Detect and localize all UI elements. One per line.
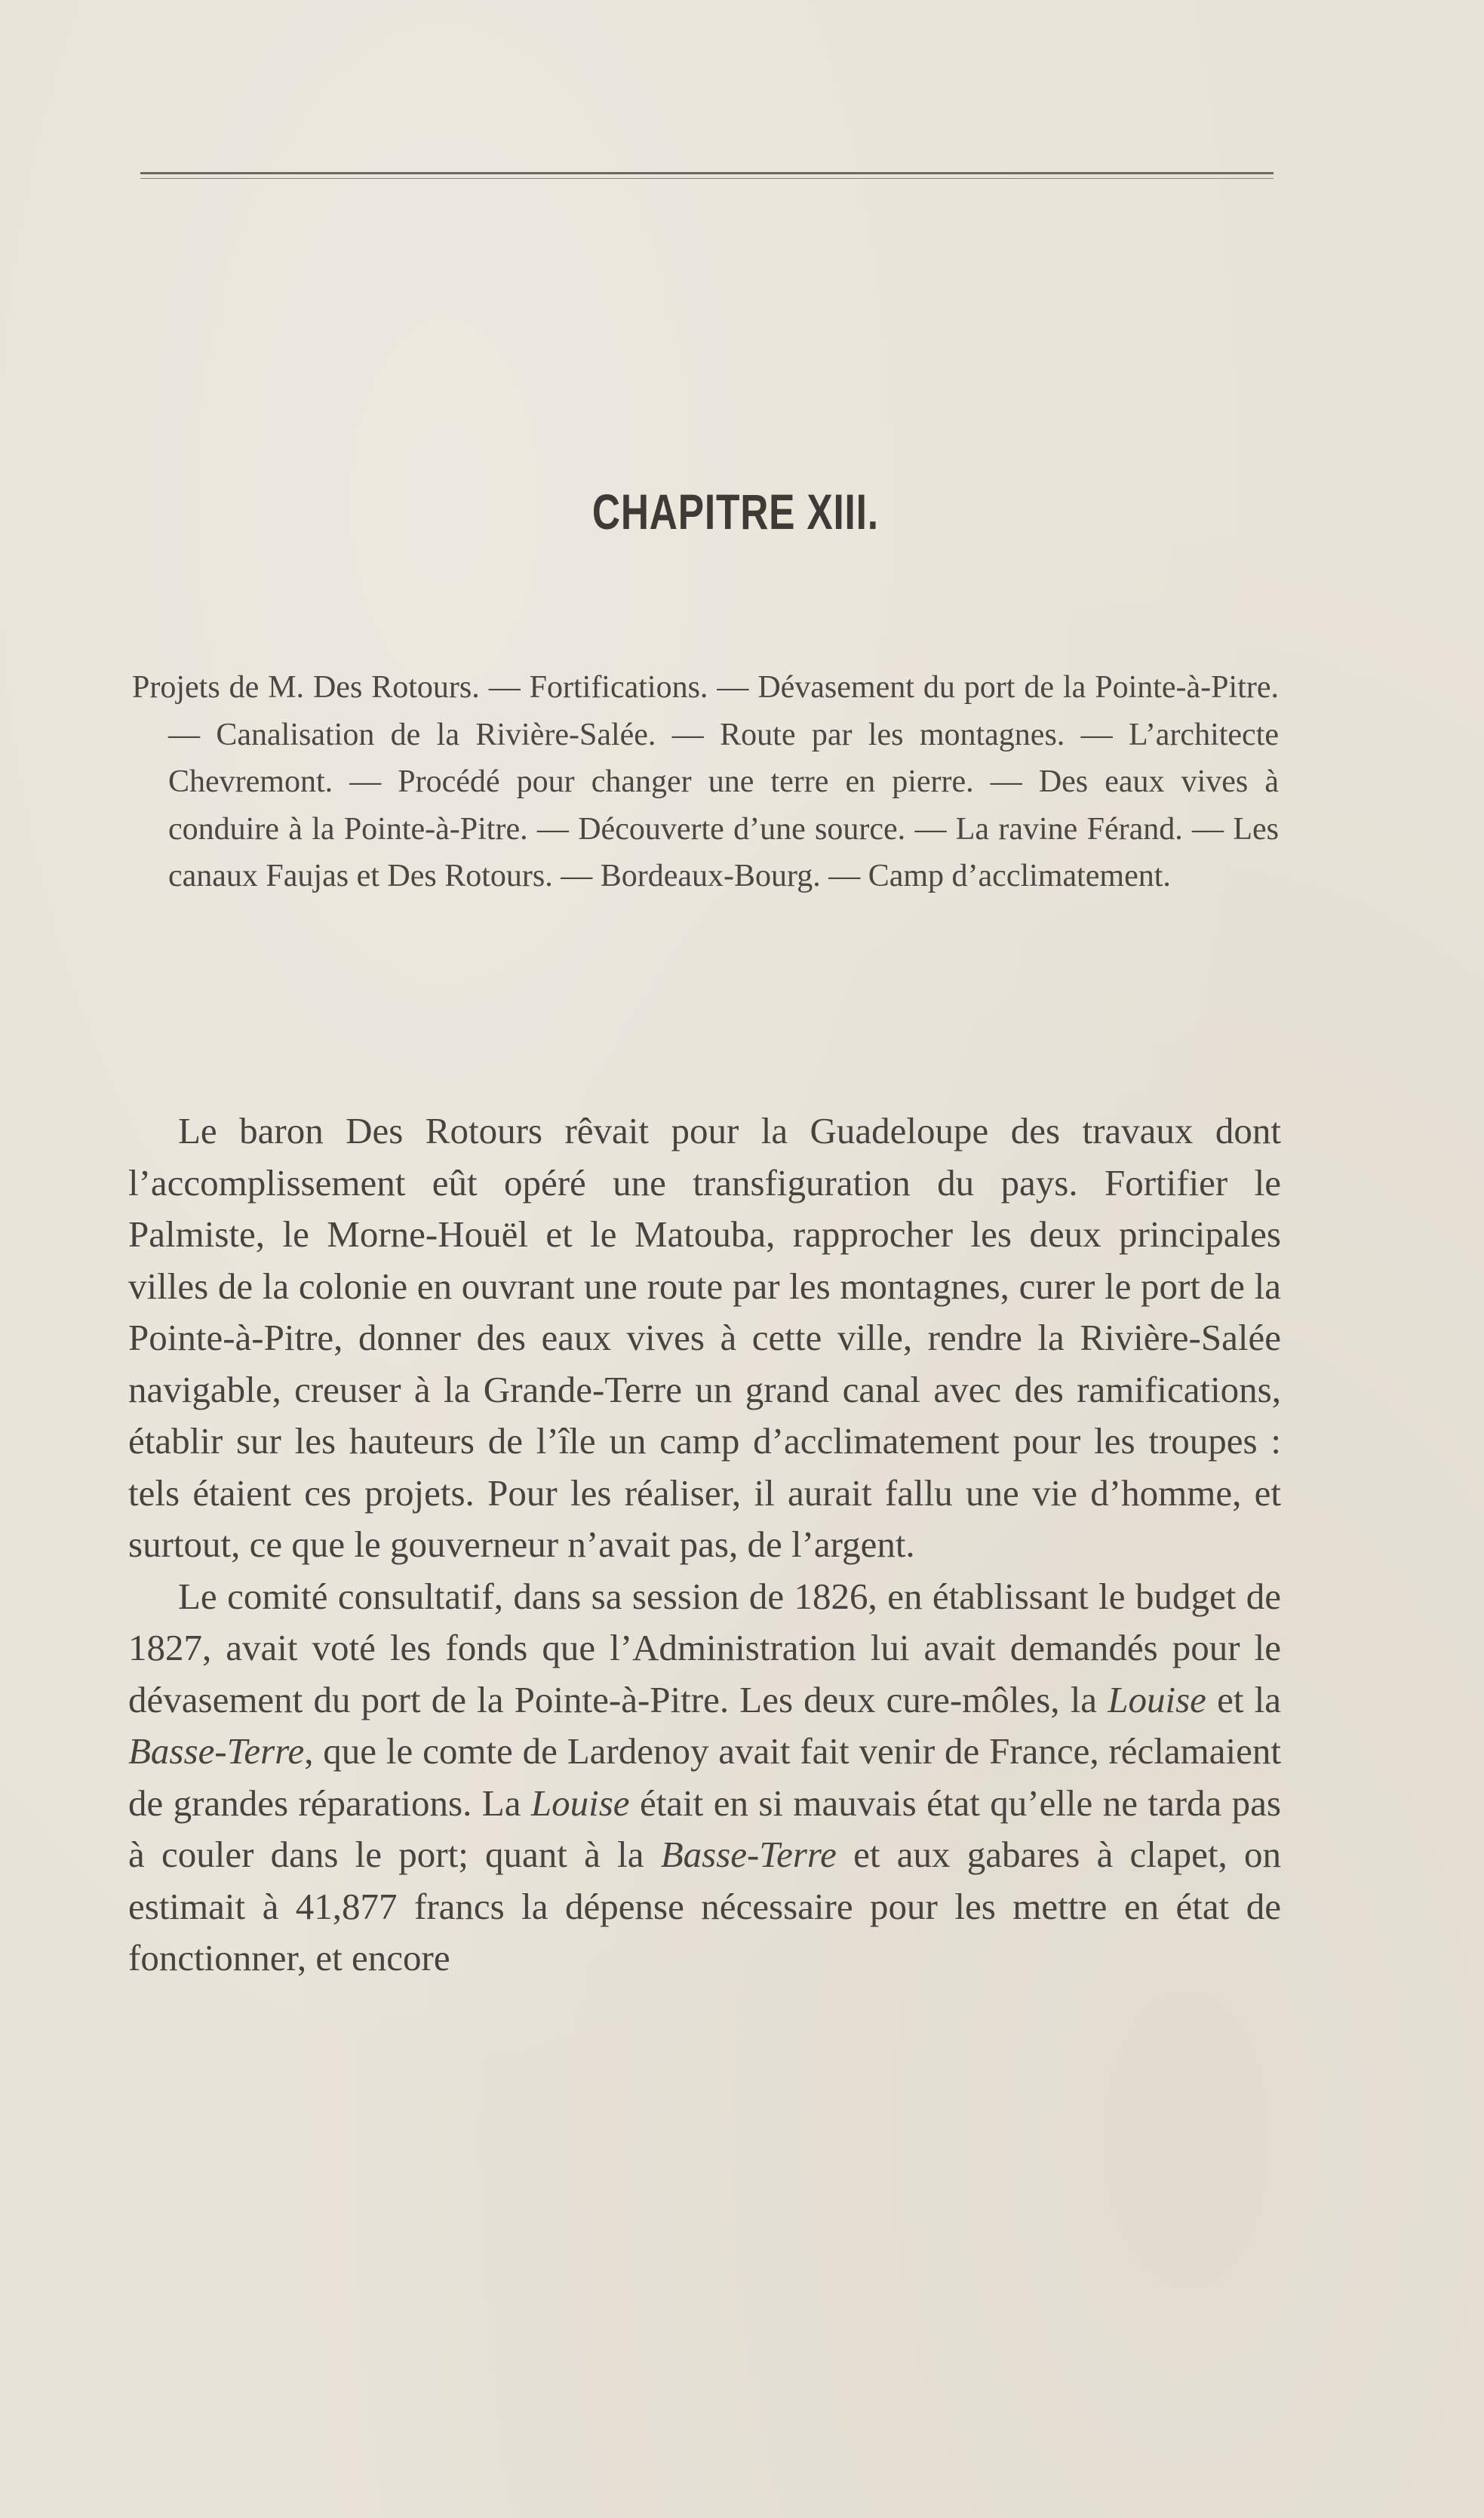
paragraph-2-part-c: , que le comte de Lardenoy avait fait venir de France, réclamaient de grandes réparations. La (128, 1730, 1281, 1824)
chapter-title: CHAPITRE XIII. (591, 484, 879, 540)
body-text (128, 1105, 1281, 1985)
ship-name-basse-terre: Basse-Terre (128, 1730, 305, 1772)
paragraph-2 (128, 1571, 1281, 1985)
paragraph-2-part-d: était en si mauvais état qu’elle ne tarda pas à couler dans le port; quant à la (128, 1782, 1281, 1875)
header-rule-thin (140, 178, 1274, 179)
paragraph-2-part-a: Le comité consultatif, dans sa session de 1826, en établissant le budget de 1827, avait voté les fonds que l’Administration lui avait demandés pour le dévasement du port de la Pointe-à-Pitre. Les deux cure-môles, la (128, 1575, 1281, 1720)
chapter-summary (132, 664, 1279, 900)
ship-name-louise: Louise (1108, 1678, 1206, 1720)
chapter-summary-text: Projets de M. Des Rotours. — Fortifications. — Dévasement du port de la Pointe-à-Pitre. — Canalisation de la Rivière-Salée. — Route par les montagnes. — L’architecte Chevremont. — Procédé pour changer une terre en pierre. — Des eaux vives à conduire à la Pointe-à-Pitre. — Découverte d’une source. — La ravine Férand. — Les canaux Faujas et Des Rotours. — Bordeaux-Bourg. — Camp d’acclimatement. (132, 670, 1279, 893)
header-rule (140, 172, 1274, 174)
paragraph-1: Le baron Des Rotours rêvait pour la Guadeloupe des travaux dont l’accomplissement eût opéré une transfiguration du pays. Fortifier le Palmiste, le Morne-Houël et le Matouba, rapprocher les deux principales villes de la colonie en ouvrant une route par les montagnes, curer le port de la Pointe-à-Pitre, donner des eaux vives à cette ville, rendre la Rivière-Salée navigable, creuser à la Grande-Terre un grand canal avec des ramifications, établir sur les hauteurs de l’île un camp d’acclimatement pour les troupes : tels étaient ces projets. Pour les réaliser, il aurait fallu une vie d’homme, et surtout, ce que le gouverneur n’avait pas, de l’argent. (128, 1110, 1281, 1565)
paragraph-2-part-b: et la (1206, 1678, 1281, 1720)
ship-name-basse-terre-2: Basse-Terre (660, 1834, 837, 1875)
paragraph-2-part-e: et aux gabares à clapet, on estimait à 41,877 francs la dépense nécessaire pour les mettre en état de fonctionner, et encore (128, 1834, 1282, 1978)
ship-name-louise-2: Louise (530, 1782, 630, 1824)
